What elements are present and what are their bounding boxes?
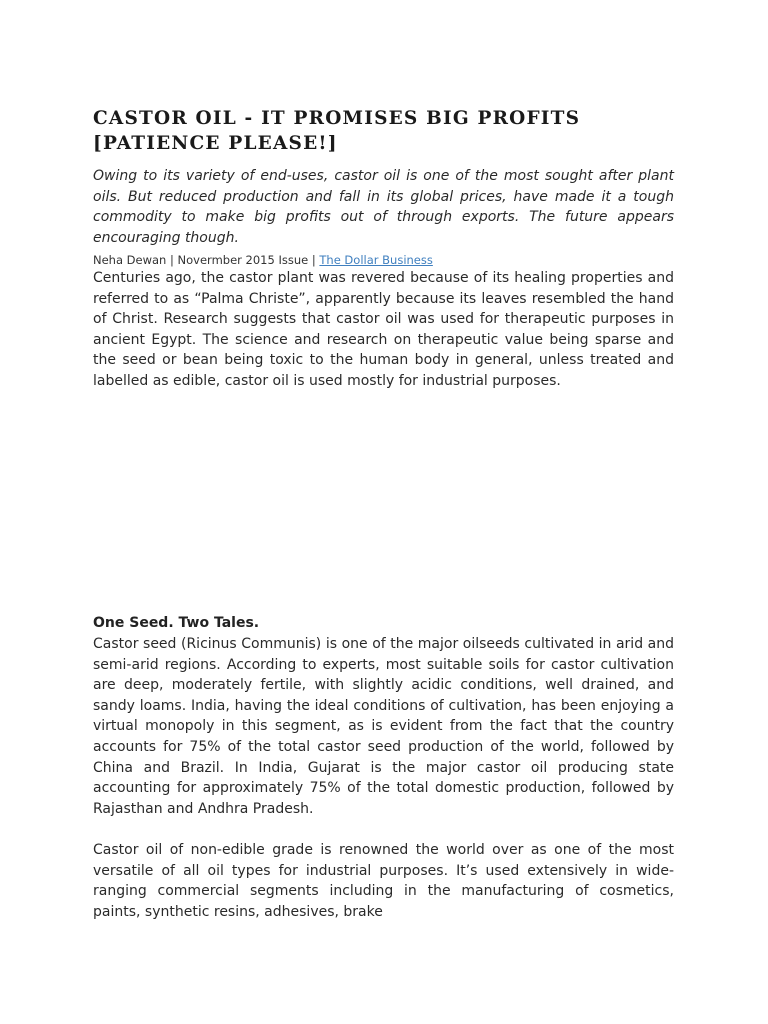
byline-author-issue: Neha Dewan | Novermber 2015 Issue | (93, 253, 320, 267)
byline (93, 251, 674, 269)
publication-link[interactable]: The Dollar Business (319, 253, 433, 267)
intro-paragraph: Centuries ago, the castor plant was revered because of its healing properties and referred to as “Palma Christe”, apparently because its leaves resembled the hand of Christ. Research suggests that castor oil was used for therapeutic purposes in ancient Egypt. The science and research on therapeutic value being sparse and the seed or bean being toxic to the human body in general, unless treated and labelled as edible, castor oil is used mostly for industrial purposes. (93, 270, 674, 389)
section-paragraph-1: Castor seed (Ricinus Communis) is one of the major oilseeds cultivated in arid and semi-arid regions. According to experts, most suitable soils for castor cultivation are deep, moderately fertile, with slightly acidic conditions, well drained, and sandy loams. India, having the ideal conditions of cultivation, has been enjoying a virtual monopoly in this segment, as is evident from the fact that the country accounts for 75% of the total castor seed production of the world, followed by China and Brazil. In India, Gujarat is the major castor oil producing state accounting for approximately 75% of the total domestic production, followed by Rajasthan and Andhra Pradesh. (93, 636, 674, 817)
section-paragraph-2: Castor oil of non-edible grade is renowned the world over as one of the most versatile of all oil types for industrial purposes. It’s used extensively in wide-ranging commercial segments including in the manufacturing of cosmetics, paints, synthetic resins, adhesives, brake (93, 842, 674, 920)
section-heading: One Seed. Two Tales. (93, 615, 260, 631)
article-title: CASTOR OIL - IT PROMISES BIG PROFITS [PATIENCE PLEASE!] (93, 108, 581, 154)
article-lede: Owing to its variety of end-uses, castor oil is one of the most sought after plant oils. But reduced production and fall in its global prices, have made it a tough commodity to make big profits out of through exports. The future appears encouraging though. (93, 168, 674, 246)
